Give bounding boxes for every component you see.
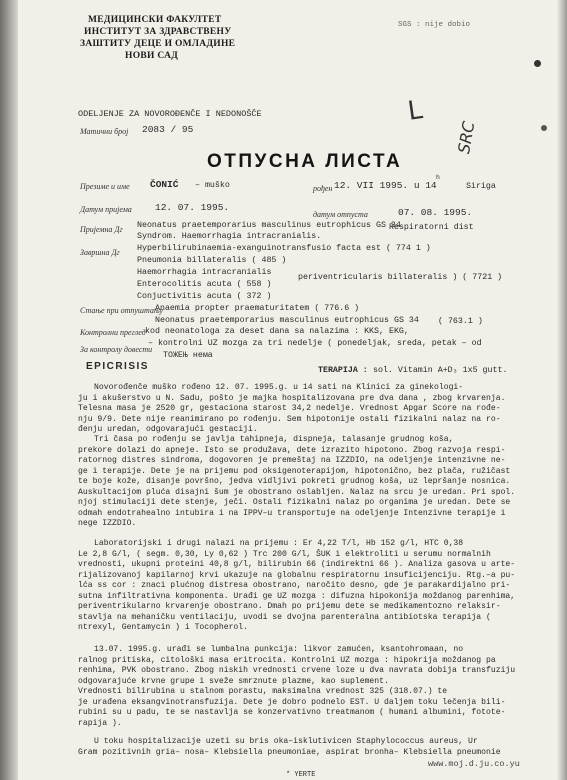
paragraph-line: periventrikularno krvarenje obostrano. Dmah po prijemu dete se medikamentozno relaksir- bbox=[78, 602, 501, 611]
handwritten-sign: L bbox=[405, 95, 425, 127]
admission-diagnosis-label: Пријемна Дг bbox=[80, 225, 123, 234]
paragraph-line: 13.07. 1995.g. urađi se lumbalna punkcija: likvor zamućen, ksantohromaan, no bbox=[94, 645, 464, 654]
final-diagnosis-line-5: Conjuctivitis acuta ( 372 ) bbox=[137, 292, 272, 301]
birth-place: Siriga bbox=[466, 182, 496, 191]
paragraph-line: ju i akušerstvo u N. Sadu, pošto je majka hospitalizovana pre dva dana , zbog krvarenja. bbox=[78, 393, 506, 403]
document-title: ОТПУСНА ЛИСТА bbox=[207, 151, 403, 172]
born-value: 12. VII 1995. u 14 bbox=[334, 180, 437, 191]
name-label: Презиме и име bbox=[80, 182, 130, 191]
gs-code: ( 763.1 ) bbox=[438, 317, 483, 326]
paragraph-line: Le 2,8 G/l, ( segm. 0,30, Ly 0,62 ) Trc 200 G/l, ŠUK i elektroliti u serumu normalnih bbox=[78, 549, 491, 559]
paragraph-line: Telesna masa je 2520 gr, gestaciona starost 34,2 nedelje. Vrednost Apgar Score na rođe- bbox=[78, 404, 501, 413]
admission-diagnosis-line-1: Neonatus praetemporarius masculinus eutrophicus GS 34 bbox=[137, 221, 401, 230]
control-text-2: – kontrolni UZ mozga za tri nedelje ( ponedeljak, sreda, petak – od bbox=[148, 339, 482, 348]
paragraph-line: njoj stimulaciji dete stenje, ječi. Ostali fizikalni nalaz po organima je uredan. Dete se bbox=[78, 498, 511, 507]
paragraph-line: ratornog distres sindroma, dogovoren je premeštaj na IZZDIO, na odeljenje intenzivne ne- bbox=[78, 456, 506, 465]
paragraph-line: nege IZZDIO. bbox=[78, 519, 137, 528]
discharge-date: 07. 08. 1995. bbox=[398, 207, 473, 218]
paragraph-line: je urađena eksangvinotransfuzija. Dete je dobro podnelo EST. U daljem toku lečenja bili- bbox=[78, 697, 506, 707]
therapy-value: sol. Vitamin A+D₃ 1x5 gutt. bbox=[373, 366, 508, 375]
paragraph-line: Laboratorijski i drugi nalazi na prijemu : Er 4,22 T/l, Hb 152 g/l, HTC 0,38 bbox=[94, 539, 464, 548]
department: ODELJENJE ZA NOVOROĐENČE I NEDONOŠČE bbox=[78, 109, 262, 119]
final-diagnosis-line-3: Haemorrhagia intracranialis bbox=[137, 268, 272, 277]
paragraph-line: ge i terapije. Dete je na prijemu pod oksigenoterapijom, hipotonično, bez plača, ružičast bbox=[78, 466, 511, 476]
paragraph-line: renhima, PVK obostrano. Zbog niskih vrednosti crvene loze u dva navrata dobija transfuziju bbox=[78, 666, 516, 675]
paragraph-line: vrednosti, ukupni proteini 40,8 g/l, bilirubin 66 (indirektni 66 ). Analiza gasova u arte- bbox=[78, 560, 516, 569]
watermark-text: www.moj.d.ju.co.yu bbox=[428, 759, 520, 769]
patient-name: ČONIĆ bbox=[150, 179, 179, 190]
control-label: Контролни преглед bbox=[80, 328, 146, 337]
paragraph-line: Auskultacijom pluća disajni šum je obostrano oslabljen. Nalaz na srcu je uredan. Pri spol. bbox=[78, 487, 516, 497]
footer-fragment: * YERTE bbox=[286, 771, 316, 779]
institution-line-4: НОВИ САД bbox=[125, 51, 179, 61]
admission-diagnosis-line-2: Syndrom. Haemorrhagia intracranialis. bbox=[137, 232, 322, 241]
paragraph-line: stavlja na mehaničku ventilaciju, uvodi se dvojna parenteralna antibiotska terapija ( bbox=[78, 612, 491, 622]
paragraph-line: ralnog pritiska, citološki masa eritrocita. Kontrolni UZ mozga : hipokrija moždanog pa bbox=[78, 655, 496, 665]
paragraph-line: rijalizovanoj kapilarnoj krvi ukazuje na globalnu respiratornu insuficijenciju. Rtg.–a pu- bbox=[78, 570, 516, 580]
paragraph-line: lća ss cor : znaci plućnog distresa obostrano, naročito desno, gde je parakardijalno pri- bbox=[78, 581, 511, 590]
final-diagnosis-line-7: Neonatus praetemporarius masculinus eutrophicus GS 34 bbox=[155, 316, 419, 325]
born-hour-suffix: h bbox=[436, 174, 440, 181]
paragraph-line: Vrednosti bilirubina u stalnom porastu, maksimalna vrednost 325 (318.07.) te bbox=[78, 687, 448, 696]
institution-line-1: МЕДИЦИНСКИ ФАКУЛТЕТ bbox=[88, 15, 222, 25]
respiratory-note: Respiratorni dist bbox=[389, 223, 474, 232]
scan-shadow-left bbox=[0, 0, 18, 780]
handwritten-initial: SRC bbox=[454, 119, 479, 156]
stamp-note: SGS : nije dobio bbox=[398, 21, 471, 29]
periventricular-note: periventricularis billateralis ) ( 7721 ) bbox=[298, 273, 503, 282]
therapy-label: TERAPIJA : bbox=[318, 366, 368, 375]
control-escort-label: За контролу довести bbox=[80, 345, 153, 354]
paragraph-line: rubini su u padu, te se nastavlja se konzervativno treatmanom ( humani albumini, fotote- bbox=[78, 708, 506, 717]
control-text: kod neonatologa za deset dana sa nalazima : KKS, EKG, bbox=[145, 327, 409, 336]
paragraph-line: odgovarajuće krvne grupe i sveže smrznute plazme, kao suplement. bbox=[78, 676, 389, 686]
final-diagnosis-label: Завршна Дг bbox=[80, 248, 120, 257]
paragraph-line: ntrexyl, Gentamycin ) i Tocopherol. bbox=[78, 623, 248, 632]
reg-label: Матични број bbox=[80, 127, 129, 136]
paragraph-line: sutna infiltrativna komponenta. Urađi ge UZ mozga : difuzna hipokonija moždanog parenhima, bbox=[78, 591, 516, 601]
final-diagnosis-line-1: Hyperbilirubinaemia-exanguinotransfusio facta est ( 774 1 ) bbox=[137, 244, 431, 253]
institution-line-2: ИНСТИТУТ ЗА ЗДРАВСТВЕНУ bbox=[84, 27, 232, 37]
scan-hole-mark bbox=[541, 125, 547, 131]
control-escort-value: ТОЖЕЊ нема bbox=[163, 351, 213, 360]
admission-date-label: Датум пријема bbox=[80, 205, 132, 214]
reg-number: 2083 / 95 bbox=[142, 124, 194, 135]
discharge-date-label: датум отпуста bbox=[313, 210, 368, 219]
patient-sex: – muško bbox=[195, 181, 230, 190]
paragraph-line: te boje kože, disanje površno, jedva vidljivi pokreti grudnog koša, uz lepršanje nosnica. bbox=[78, 477, 511, 486]
admission-date: 12. 07. 1995. bbox=[155, 202, 230, 213]
paragraph-line: Gram pozitivnih gria– nosa– Klebsiella pneumoniae, aspirat bronha– Klebsiella pneumonie bbox=[78, 747, 501, 757]
scan-hole-mark bbox=[534, 60, 541, 67]
final-diagnosis-line-4: Enterocolitis acuta ( 558 ) bbox=[137, 280, 272, 289]
institution-line-3: ЗАШТИТУ ДЕЦЕ И ОМЛАДИНЕ bbox=[80, 39, 236, 49]
paragraph-line: prekore dolazi do apneje. Isto se produžava, dete izrazito hipotono. Zbog razvoja respi- bbox=[78, 445, 506, 455]
scan-shadow-right bbox=[557, 0, 567, 780]
final-diagnosis-line-6: Anaemia propter praematuritatem ( 776.6 ) bbox=[155, 304, 360, 313]
final-diagnosis-line-2: Pneumonia billateralis ( 485 ) bbox=[137, 256, 287, 265]
epicrisis-heading: EPICRISIS bbox=[86, 361, 149, 372]
condition-label: Стање при отпуштању bbox=[80, 306, 164, 315]
paragraph-line: rapija ). bbox=[78, 718, 122, 728]
paragraph-line: U toku hospitalizacije uzeti su bris oka–isklutivicen Staphylococcus aureus, Ur bbox=[94, 737, 478, 746]
born-label: рођен bbox=[313, 184, 333, 193]
paragraph-line: đenju uredan, odgovarajući gestaciji. bbox=[78, 425, 258, 434]
paragraph-line: odmah endotrahealno intubira i na IPPV–u transportuje na odeljenje Intenzivne terapije i bbox=[78, 508, 506, 518]
paragraph-line: Novorođenče muško rođeno 12. 07. 1995.g. u 14 sati na Klinici za ginekologi- bbox=[94, 383, 464, 392]
paragraph-line: nju 9/9. Dete nije reanimirano po rođenju. Sem hipotonije ostali fizikalni nalaz na ro- bbox=[78, 414, 501, 424]
paragraph-line: Tri časa po rođenju se javlja tahipneja, dispneja, talasanje grudnog koša, bbox=[94, 435, 454, 444]
